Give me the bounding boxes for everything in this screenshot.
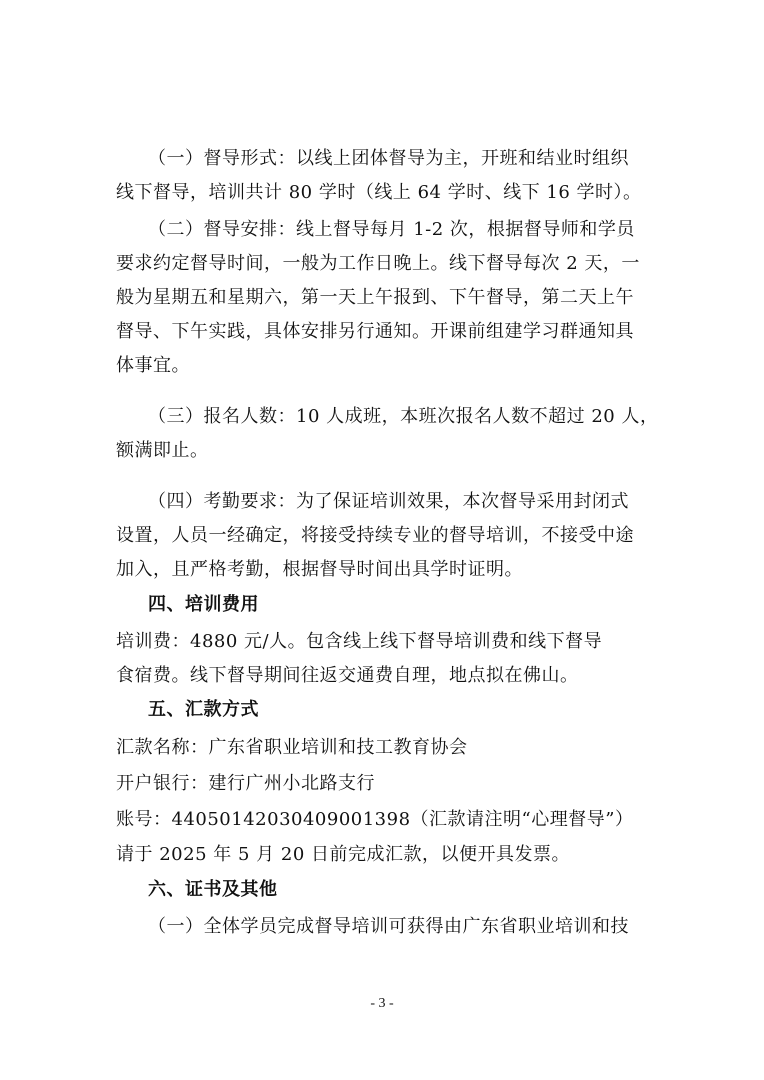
fees-line-1: 培训费：4880 元/人。包含线上线下督导培训费和线下督导 [116,631,603,652]
paragraph-2-line-2: 要求约定督导时间，一般为工作日晚上。线下督导每次 2 天，一 [116,253,640,274]
section-heading-certificate: 六、证书及其他 [148,879,278,900]
certificate-line-1: （一）全体学员完成督导培训可获得由广东省职业培训和技 [148,916,629,937]
page-number: - 3 - [370,996,394,1011]
section-heading-fees: 四、培训费用 [148,594,259,615]
fees-line-2: 食宿费。线下督导期间往返交通费自理，地点拟在佛山。 [116,665,579,686]
remittance-account-name: 汇款名称：广东省职业培训和技工教育协会 [116,737,468,758]
paragraph-2-line-1: （二）督导安排：线上督导每月 1-2 次，根据督导师和学员 [148,219,635,240]
paragraph-2-line-3: 般为星期五和星期六，第一天上午报到、下午督导，第二天上午 [116,287,634,308]
paragraph-1-line-2: 线下督导，培训共计 80 学时（线上 64 学时、线下 16 学时）。 [116,182,642,203]
paragraph-2-line-5: 体事宜。 [116,355,190,376]
paragraph-4-line-1: （四）考勤要求：为了保证培训效果，本次督导采用封闭式 [148,491,629,512]
paragraph-4-line-2: 设置，人员一经确定，将接受持续专业的督导培训，不接受中途 [116,525,634,546]
paragraph-3-line-1: （三）报名人数：10 人成班，本班次报名人数不超过 20 人， [148,406,659,427]
remittance-account-number: 账号：44050142030409001398（汇款请注明“心理督导”） [116,809,634,830]
paragraph-3-line-2: 额满即止。 [116,440,209,461]
paragraph-2-line-4: 督导、下午实践，具体安排另行通知。开课前组建学习群通知具 [116,321,634,342]
remittance-deadline: 请于 2025 年 5 月 20 日前完成汇款，以便开具发票。 [116,844,570,865]
section-heading-remittance: 五、汇款方式 [148,699,259,720]
paragraph-1-line-1: （一）督导形式：以线上团体督导为主，开班和结业时组织 [148,148,629,169]
paragraph-4-line-3: 加入，且严格考勤，根据督导时间出具学时证明。 [116,559,523,580]
remittance-bank: 开户银行：建行广州小北路支行 [116,773,375,794]
